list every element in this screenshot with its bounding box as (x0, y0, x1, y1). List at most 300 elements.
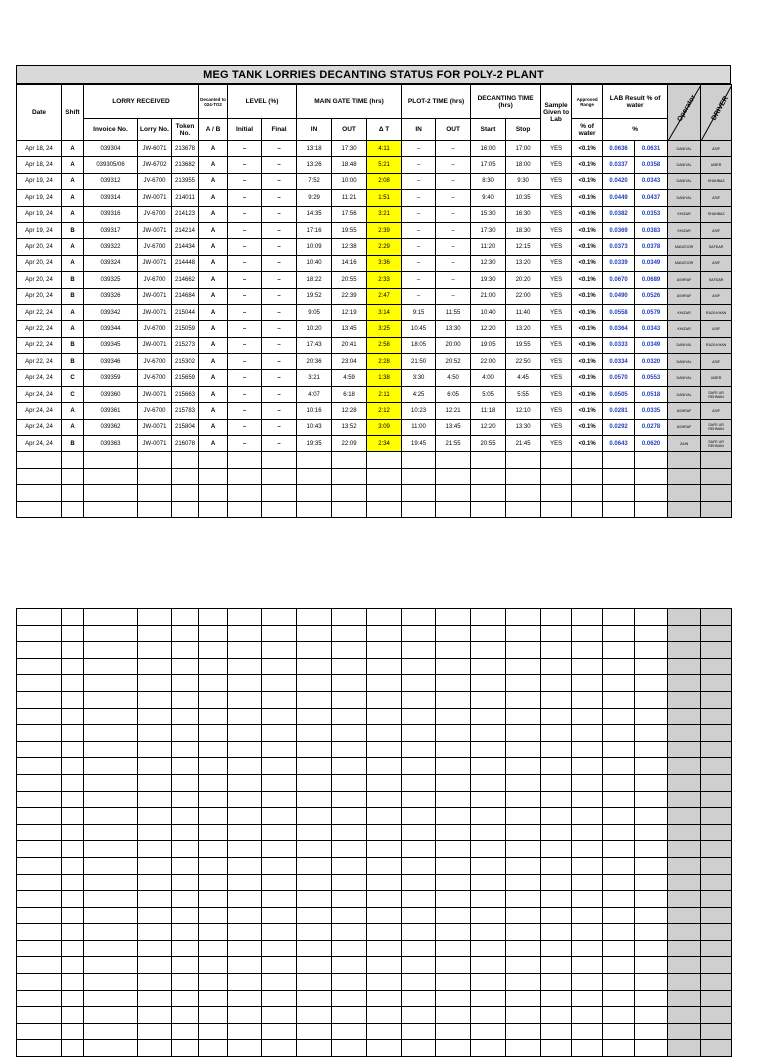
blank-cell (471, 990, 506, 1007)
cell-lab-result-1: 0.0636 (603, 141, 635, 157)
blank-cell (471, 841, 506, 858)
header-approved-range: Approved Range (572, 85, 603, 119)
blank-cell (228, 642, 262, 659)
blank-cell (172, 940, 199, 957)
blank-cell (668, 808, 701, 825)
blank-cell (668, 1040, 701, 1057)
blank-cell (84, 957, 138, 974)
cell-ab: A (199, 403, 228, 419)
blank-cell (572, 642, 603, 659)
blank-cell (635, 609, 668, 626)
header-gate-out: OUT (332, 119, 367, 141)
blank-cell (297, 974, 332, 991)
cell-delta-t: 2:28 (367, 354, 402, 370)
blank-cell (17, 907, 62, 924)
blank-cell (262, 658, 297, 675)
blank-cell (172, 891, 199, 908)
blank-row (17, 625, 732, 642)
table-row (17, 436, 732, 452)
blank-cell (228, 940, 262, 957)
cell-operator: DANIYAL (668, 337, 701, 353)
empty-cell (332, 452, 367, 468)
blank-row (17, 957, 732, 974)
cell-start: 15:30 (471, 206, 506, 222)
blank-cell (84, 907, 138, 924)
blank-cell (199, 957, 228, 974)
cell-date: Apr 18, 24 (17, 157, 62, 173)
blank-cell (506, 741, 541, 758)
blank-cell (572, 691, 603, 708)
blank-cell (172, 791, 199, 808)
empty-cell (228, 452, 262, 468)
blank-cell (228, 974, 262, 991)
cell-delta-t: 2:34 (367, 436, 402, 452)
blank-cell (603, 791, 635, 808)
blank-cell (635, 741, 668, 758)
cell-gate-in: 9:29 (297, 190, 332, 206)
blank-cell (668, 1023, 701, 1040)
cell-shift: A (62, 239, 84, 255)
cell-lab-result-2: 0.0553 (635, 370, 668, 386)
cell-ab: A (199, 255, 228, 271)
table-row (17, 272, 732, 288)
cell-initial: – (228, 141, 262, 157)
blank-cell (506, 609, 541, 626)
blank-cell (199, 1007, 228, 1024)
blank-cell (84, 974, 138, 991)
blank-cell (172, 974, 199, 991)
cell-gate-in: 13:18 (297, 141, 332, 157)
cell-final: – (262, 157, 297, 173)
cell-gate-in: 13:26 (297, 157, 332, 173)
blank-cell (701, 691, 732, 708)
blank-cell (297, 609, 332, 626)
blank-row (17, 1040, 732, 1057)
cell-lorry-no: JV-6700 (138, 403, 172, 419)
blank-cell (402, 725, 436, 742)
blank-cell (635, 708, 668, 725)
blank-cell (199, 774, 228, 791)
blank-cell (402, 758, 436, 775)
cell-start: 17:30 (471, 222, 506, 238)
blank-cell (572, 857, 603, 874)
blank-cell (471, 691, 506, 708)
blank-cell (228, 841, 262, 858)
cell-driver: SAFDAR (701, 272, 732, 288)
blank-cell (17, 924, 62, 941)
cell-token: 214684 (172, 288, 199, 304)
blank-cell (367, 658, 402, 675)
cell-lab-result-2: 0.0278 (635, 419, 668, 435)
cell-initial: – (228, 255, 262, 271)
blank-cell (138, 741, 172, 758)
cell-approved-range: <0.1% (572, 403, 603, 419)
cell-gate-out: 14:16 (332, 255, 367, 271)
cell-sample: YES (541, 419, 572, 435)
cell-lab-result-1: 0.0281 (603, 403, 635, 419)
blank-cell (199, 725, 228, 742)
blank-cell (17, 857, 62, 874)
blank-cell (172, 642, 199, 659)
blank-cell (635, 791, 668, 808)
blank-cell (701, 725, 732, 742)
cell-token: 214448 (172, 255, 199, 271)
blank-cell (262, 741, 297, 758)
cell-date: Apr 24, 24 (17, 436, 62, 452)
cell-lab-result-2: 0.0320 (635, 354, 668, 370)
empty-cell (62, 452, 84, 468)
blank-cell (603, 924, 635, 941)
cell-sample: YES (541, 304, 572, 320)
cell-approved-range: <0.1% (572, 354, 603, 370)
blank-cell (332, 857, 367, 874)
cell-invoice: 039360 (84, 386, 138, 402)
blank-cell (436, 874, 471, 891)
empty-row (17, 501, 732, 517)
cell-ab: A (199, 141, 228, 157)
cell-token: 215659 (172, 370, 199, 386)
blank-cell (199, 891, 228, 908)
blank-cell (635, 774, 668, 791)
cell-plot-in: 9:15 (402, 304, 436, 320)
blank-cell (436, 675, 471, 692)
blank-cell (199, 609, 228, 626)
blank-cell (436, 642, 471, 659)
blank-cell (84, 1040, 138, 1057)
empty-cell (62, 501, 84, 517)
cell-lab-result-2: 0.0631 (635, 141, 668, 157)
cell-invoice: 039314 (84, 190, 138, 206)
blank-row (17, 924, 732, 941)
cell-token: 215663 (172, 386, 199, 402)
empty-cell (262, 468, 297, 484)
blank-cell (541, 808, 572, 825)
cell-gate-in: 9:05 (297, 304, 332, 320)
blank-cell (84, 625, 138, 642)
blank-cell (84, 1007, 138, 1024)
blank-cell (635, 1007, 668, 1024)
cell-shift: A (62, 321, 84, 337)
blank-row (17, 824, 732, 841)
cell-gate-in: 3:21 (297, 370, 332, 386)
cell-plot-in: – (402, 255, 436, 271)
blank-cell (262, 907, 297, 924)
cell-lab-result-1: 0.0505 (603, 386, 635, 402)
blank-cell (541, 758, 572, 775)
blank-cell (228, 691, 262, 708)
blank-cell (668, 824, 701, 841)
cell-shift: A (62, 304, 84, 320)
blank-cell (367, 1023, 402, 1040)
blank-cell (506, 874, 541, 891)
cell-final: – (262, 288, 297, 304)
cell-initial: – (228, 190, 262, 206)
blank-cell (62, 708, 84, 725)
cell-date: Apr 19, 24 (17, 190, 62, 206)
blank-cell (367, 625, 402, 642)
blank-cell (572, 675, 603, 692)
cell-plot-out: 20:52 (436, 354, 471, 370)
blank-cell (436, 990, 471, 1007)
cell-approved-range: <0.1% (572, 222, 603, 238)
blank-row (17, 808, 732, 825)
blank-cell (332, 625, 367, 642)
empty-cell (572, 452, 603, 468)
blank-row (17, 774, 732, 791)
cell-plot-in: 11:00 (402, 419, 436, 435)
cell-gate-in: 10:43 (297, 419, 332, 435)
blank-cell (471, 857, 506, 874)
empty-cell (84, 501, 138, 517)
blank-cell (541, 907, 572, 924)
cell-token: 213682 (172, 157, 199, 173)
cell-gate-in: 10:09 (297, 239, 332, 255)
cell-approved-range: <0.1% (572, 321, 603, 337)
cell-final: – (262, 354, 297, 370)
cell-operator: MANZOOR (668, 255, 701, 271)
blank-cell (332, 957, 367, 974)
blank-cell (138, 1007, 172, 1024)
blank-cell (668, 658, 701, 675)
blank-cell (402, 924, 436, 941)
blank-cell (701, 642, 732, 659)
blank-cell (506, 808, 541, 825)
blank-cell (262, 990, 297, 1007)
blank-cell (436, 940, 471, 957)
blank-cell (402, 675, 436, 692)
blank-cell (701, 1023, 732, 1040)
cell-initial: – (228, 272, 262, 288)
cell-initial: – (228, 436, 262, 452)
blank-cell (138, 758, 172, 775)
blank-cell (62, 874, 84, 891)
blank-cell (172, 625, 199, 642)
empty-cell (199, 468, 228, 484)
blank-cell (541, 791, 572, 808)
cell-final: – (262, 272, 297, 288)
empty-cell (506, 452, 541, 468)
cell-invoice: 039305/06 (84, 157, 138, 173)
blank-cell (17, 691, 62, 708)
blank-cell (332, 791, 367, 808)
blank-cell (62, 1007, 84, 1024)
blank-cell (436, 841, 471, 858)
cell-plot-in: – (402, 141, 436, 157)
cell-plot-in: – (402, 206, 436, 222)
cell-lab-result-2: 0.0620 (635, 436, 668, 452)
blank-cell (668, 874, 701, 891)
cell-lab-result-1: 0.0333 (603, 337, 635, 353)
header-ab: A / B (199, 119, 228, 141)
blank-cell (471, 1007, 506, 1024)
cell-lab-result-2: 0.0349 (635, 337, 668, 353)
blank-cell (701, 857, 732, 874)
blank-cell (17, 974, 62, 991)
cell-plot-out: 21:55 (436, 436, 471, 452)
empty-cell (228, 485, 262, 501)
empty-cell (367, 468, 402, 484)
cell-lorry-no: JW-0071 (138, 337, 172, 353)
blank-cell (262, 974, 297, 991)
blank-cell (471, 924, 506, 941)
blank-cell (701, 974, 732, 991)
header-operator (668, 85, 701, 141)
blank-cell (402, 940, 436, 957)
blank-cell (228, 924, 262, 941)
blank-cell (199, 758, 228, 775)
header-date: Date (17, 85, 62, 141)
blank-cell (402, 625, 436, 642)
blank-cell (297, 774, 332, 791)
blank-cell (84, 774, 138, 791)
cell-gate-in: 19:35 (297, 436, 332, 452)
cell-plot-in: 18:05 (402, 337, 436, 353)
blank-cell (471, 957, 506, 974)
cell-initial: – (228, 321, 262, 337)
cell-ab: A (199, 272, 228, 288)
blank-cell (402, 1040, 436, 1057)
cell-ab: A (199, 304, 228, 320)
cell-shift: B (62, 272, 84, 288)
blank-cell (541, 891, 572, 908)
cell-start: 11:20 (471, 239, 506, 255)
cell-shift: A (62, 141, 84, 157)
blank-cell (17, 1040, 62, 1057)
blank-cell (17, 708, 62, 725)
cell-driver: RAZA KHAN (701, 337, 732, 353)
blank-cell (172, 924, 199, 941)
cell-approved-range: <0.1% (572, 370, 603, 386)
blank-cell (262, 609, 297, 626)
blank-cell (332, 1040, 367, 1057)
cell-shift: A (62, 173, 84, 189)
blank-cell (506, 957, 541, 974)
cell-stop: 13:20 (506, 321, 541, 337)
blank-cell (297, 791, 332, 808)
blank-cell (506, 990, 541, 1007)
cell-plot-in: – (402, 222, 436, 238)
header-driver-label: DRIVER (710, 95, 730, 122)
blank-cell (436, 974, 471, 991)
blank-cell (262, 1007, 297, 1024)
cell-initial: – (228, 173, 262, 189)
blank-cell (262, 774, 297, 791)
blank-cell (199, 625, 228, 642)
cell-initial: – (228, 370, 262, 386)
blank-cell (572, 774, 603, 791)
blank-cell (199, 642, 228, 659)
cell-shift: A (62, 157, 84, 173)
cell-plot-out: 20:00 (436, 337, 471, 353)
cell-ab: A (199, 386, 228, 402)
blank-cell (84, 808, 138, 825)
blank-cell (668, 857, 701, 874)
cell-start: 5:05 (471, 386, 506, 402)
cell-stop: 11:40 (506, 304, 541, 320)
blank-cell (172, 957, 199, 974)
blank-cell (436, 824, 471, 841)
cell-initial: – (228, 222, 262, 238)
cell-invoice: 039316 (84, 206, 138, 222)
cell-approved-range: <0.1% (572, 206, 603, 222)
cell-token: 215804 (172, 419, 199, 435)
cell-delta-t: 3:21 (367, 206, 402, 222)
blank-cell (367, 758, 402, 775)
blank-cell (668, 725, 701, 742)
blank-cell (62, 642, 84, 659)
blank-cell (138, 1023, 172, 1040)
cell-gate-in: 18:22 (297, 272, 332, 288)
empty-cell (172, 485, 199, 501)
cell-driver: ASIF (701, 190, 732, 206)
blank-cell (471, 824, 506, 841)
blank-cell (297, 625, 332, 642)
cell-operator: ASHRAF (668, 272, 701, 288)
blank-cell (17, 874, 62, 891)
cell-final: – (262, 337, 297, 353)
blank-cell (138, 841, 172, 858)
blank-cell (701, 758, 732, 775)
blank-cell (572, 1040, 603, 1057)
blank-cell (17, 758, 62, 775)
empty-cell (172, 452, 199, 468)
cell-lab-result-2: 0.0526 (635, 288, 668, 304)
blank-cell (138, 774, 172, 791)
cell-driver: SAFE UR REHMAN (701, 386, 732, 402)
cell-ab: A (199, 354, 228, 370)
blank-cell (635, 1040, 668, 1057)
cell-stop: 13:30 (506, 419, 541, 435)
empty-cell (471, 452, 506, 468)
cell-approved-range: <0.1% (572, 272, 603, 288)
empty-cell (62, 485, 84, 501)
blank-cell (262, 691, 297, 708)
table-row (17, 386, 732, 402)
blank-cell (172, 841, 199, 858)
blank-cell (297, 841, 332, 858)
cell-date: Apr 24, 24 (17, 403, 62, 419)
blank-cell (506, 725, 541, 742)
blank-cell (603, 708, 635, 725)
cell-sample: YES (541, 403, 572, 419)
cell-token: 215783 (172, 403, 199, 419)
blank-cell (635, 1023, 668, 1040)
blank-cell (138, 675, 172, 692)
blank-cell (436, 891, 471, 908)
cell-gate-in: 7:52 (297, 173, 332, 189)
blank-cell (138, 874, 172, 891)
blank-cell (701, 708, 732, 725)
empty-cell (471, 485, 506, 501)
cell-final: – (262, 419, 297, 435)
empty-cell (172, 501, 199, 517)
cell-lab-result-2: 0.0378 (635, 239, 668, 255)
blank-cell (668, 609, 701, 626)
blank-cell (228, 891, 262, 908)
cell-delta-t: 1:51 (367, 190, 402, 206)
blank-cell (262, 891, 297, 908)
blank-row (17, 642, 732, 659)
blank-row (17, 609, 732, 626)
cell-plot-in: 19:45 (402, 436, 436, 452)
empty-cell (199, 452, 228, 468)
blank-cell (172, 609, 199, 626)
blank-cell (701, 658, 732, 675)
blank-cell (668, 1007, 701, 1024)
blank-cell (635, 974, 668, 991)
cell-plot-out: 13:30 (436, 321, 471, 337)
empty-cell (84, 485, 138, 501)
